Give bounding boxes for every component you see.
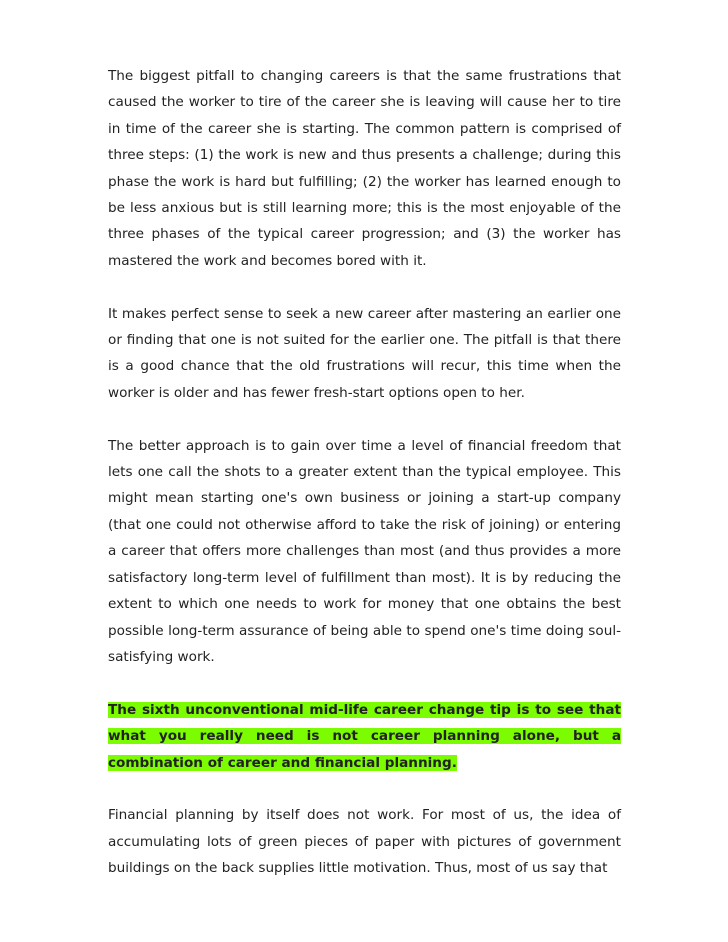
document-page bbox=[108, 63, 621, 908]
paragraph-new-career: It makes perfect sense to seek a new career after mastering an earlier one or finding that one is not suited for the earlier one. The pitfall is that there is a good chance that the old frustrations will recur, this time when the worker is older and has fewer fresh-start options open to her. bbox=[108, 305, 621, 401]
paragraph-financial-planning: Financial planning by itself does not work. For most of us, the idea of accumulating lots of green pieces of paper with pictures of government buildings on the back supplies little motivation. Thus, most of us say that bbox=[108, 807, 621, 877]
highlighted-tip-text: The sixth unconventional mid-life career change tip is to see that what you really need is not career planning alone, but a combination of career and financial planning. bbox=[108, 701, 621, 771]
paragraph-better-approach: The better approach is to gain over time a level of financial freedom that lets one call the shots to a greater extent than the typical employee. This might mean starting one's own business or joining a start-up company (that one could not otherwise afford to take the risk of joining) or entering a career that offers more challenges than most (and thus provides a more satisfactory long-term level of fulfillment than most). It is by reducing the extent to which one needs to work for money that one obtains the best possible long-term assurance of being able to spend one's time doing soul-satisfying work. bbox=[108, 437, 621, 665]
highlighted-tip-paragraph bbox=[108, 697, 621, 776]
paragraph-career-pitfall: The biggest pitfall to changing careers is that the same frustrations that caused the worker to tire of the career she is leaving will cause her to tire in time of the career she is starting. The common pattern is comprised of three steps: (1) the work is new and thus presents a challenge; during this phase the work is hard but fulfilling; (2) the worker has learned enough to be less anxious but is still learning more; this is the most enjoyable of the three phases of the typical career progression; and (3) the worker has mastered the work and becomes bored with it. bbox=[108, 68, 621, 269]
